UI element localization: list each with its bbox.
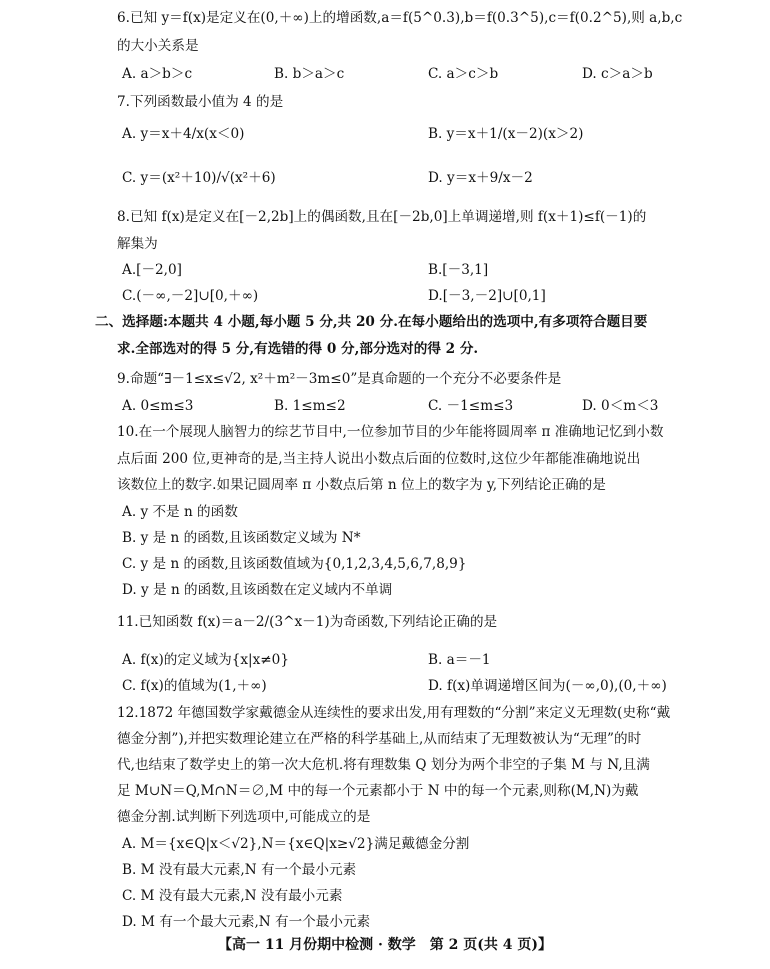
q6-option-a: A. a＞b＞c (122, 66, 193, 82)
q6-stem-line2: 的大小关系是 (117, 38, 199, 54)
q12-option-a: A. M＝{x∈Q|x＜√2},N＝{x∈Q|x≥√2}满足戴德金分割 (122, 836, 470, 852)
q10-option-d: D. y 是 n 的函数,且该函数在定义域内不单调 (122, 582, 393, 598)
page-footer: 【高一 11 月份期中检测 · 数学 第 2 页(共 4 页)】 (217, 937, 553, 953)
q7-option-c: C. y＝(x²＋10)/√(x²＋6) (122, 170, 276, 186)
q8-stem-line1: 8.已知 f(x)是定义在[－2,2b]上的偶函数,且在[－2b,0]上单调递增,则 f(x＋1)≤f(－1)的 (117, 209, 647, 225)
q8-option-a: A.[－2,0] (122, 262, 182, 278)
q12-option-c: C. M 没有最大元素,N 没有最小元素 (122, 888, 343, 904)
section2-heading-line2: 求.全部选对的得 5 分,有选错的得 0 分,部分选对的得 2 分. (117, 341, 479, 357)
q10-option-b: B. y 是 n 的函数,且该函数定义域为 N* (122, 530, 361, 546)
q8-option-d: D.[－3,－2]∪[0,1] (428, 288, 546, 304)
q6-stem-line1: 6.已知 y＝f(x)是定义在(0,＋∞)上的增函数,a＝f(5^0.3),b＝f(0.3^5),c＝f(0.2^5),则 a,b,c (117, 10, 683, 26)
q10-option-a: A. y 不是 n 的函数 (122, 504, 238, 520)
q12-stem-line2: 德金分割”),并把实数理论建立在严格的科学基础上,从而结束了无理数被认为“无理”的时 (117, 731, 642, 747)
q12-option-d: D. M 有一个最大元素,N 有一个最小元素 (122, 914, 371, 930)
q6-option-b: B. b＞a＞c (274, 66, 345, 82)
q9-option-d: D. 0＜m＜3 (582, 398, 659, 414)
q10-stem-line2: 点后面 200 位,更神奇的是,当主持人说出小数点后面的位数时,这位少年都能准确地说出 (117, 451, 641, 467)
section2-heading-line1: 二、选择题:本题共 4 小题,每小题 5 分,共 20 分.在每小题给出的选项中,有多项符合题目要 (95, 314, 648, 330)
q8-option-b: B.[－3,1] (428, 262, 489, 278)
q11-option-c: C. f(x)的值域为(1,＋∞) (122, 678, 267, 694)
q11-stem: 11.已知函数 f(x)＝a－2/(3^x－1)为奇函数,下列结论正确的是 (117, 614, 498, 630)
q6-option-c: C. a＞c＞b (428, 66, 499, 82)
q7-option-d: D. y＝x＋9/x－2 (428, 170, 533, 186)
q12-stem-line3: 代,也结束了数学史上的第一次大危机.将有理数集 Q 划分为两个非空的子集 M 与 N,且满 (117, 757, 650, 773)
q12-option-b: B. M 没有最大元素,N 有一个最小元素 (122, 862, 357, 878)
q12-stem-line4: 足 M∪N＝Q,M∩N＝∅,M 中的每一个元素都小于 N 中的每一个元素,则称(M,N)为戴 (117, 783, 639, 799)
q9-option-a: A. 0≤m≤3 (122, 398, 194, 414)
q10-stem-line1: 10.在一个展现人脑智力的综艺节目中,一位参加节目的少年能将圆周率 π 准确地记忆到小数 (117, 424, 664, 440)
q7-stem: 7.下列函数最小值为 4 的是 (117, 94, 284, 110)
q9-option-c: C. －1≤m≤3 (428, 398, 514, 414)
q12-stem-line5: 德金分割.试判断下列选项中,可能成立的是 (117, 809, 371, 825)
q12-stem-line1: 12.1872 年德国数学家戴德金从连续性的要求出发,用有理数的“分割”来定义无理数(史称“戴 (117, 705, 671, 721)
q9-stem: 9.命题“∃－1≤x≤√2, x²＋m²－3m≤0”是真命题的一个充分不必要条件是 (117, 371, 562, 387)
q10-stem-line3: 该数位上的数字.如果记圆周率 π 小数点后第 n 位上的数字为 y,下列结论正确的是 (117, 477, 606, 493)
q6-option-d: D. c＞a＞b (582, 66, 653, 82)
q7-option-b: B. y＝x＋1/(x－2)(x＞2) (428, 126, 584, 142)
q11-option-b: B. a＝－1 (428, 652, 491, 668)
q10-option-c: C. y 是 n 的函数,且该函数值域为{0,1,2,3,4,5,6,7,8,9} (122, 556, 467, 572)
q8-option-c: C.(－∞,－2]∪[0,＋∞) (122, 288, 259, 304)
q11-option-d: D. f(x)单调递增区间为(－∞,0),(0,＋∞) (428, 678, 667, 694)
q7-option-a: A. y＝x＋4/x(x＜0) (122, 126, 245, 142)
q11-option-a: A. f(x)的定义域为{x|x≠0} (122, 652, 289, 668)
q9-option-b: B. 1≤m≤2 (274, 398, 346, 414)
q8-stem-line2: 解集为 (117, 236, 158, 252)
